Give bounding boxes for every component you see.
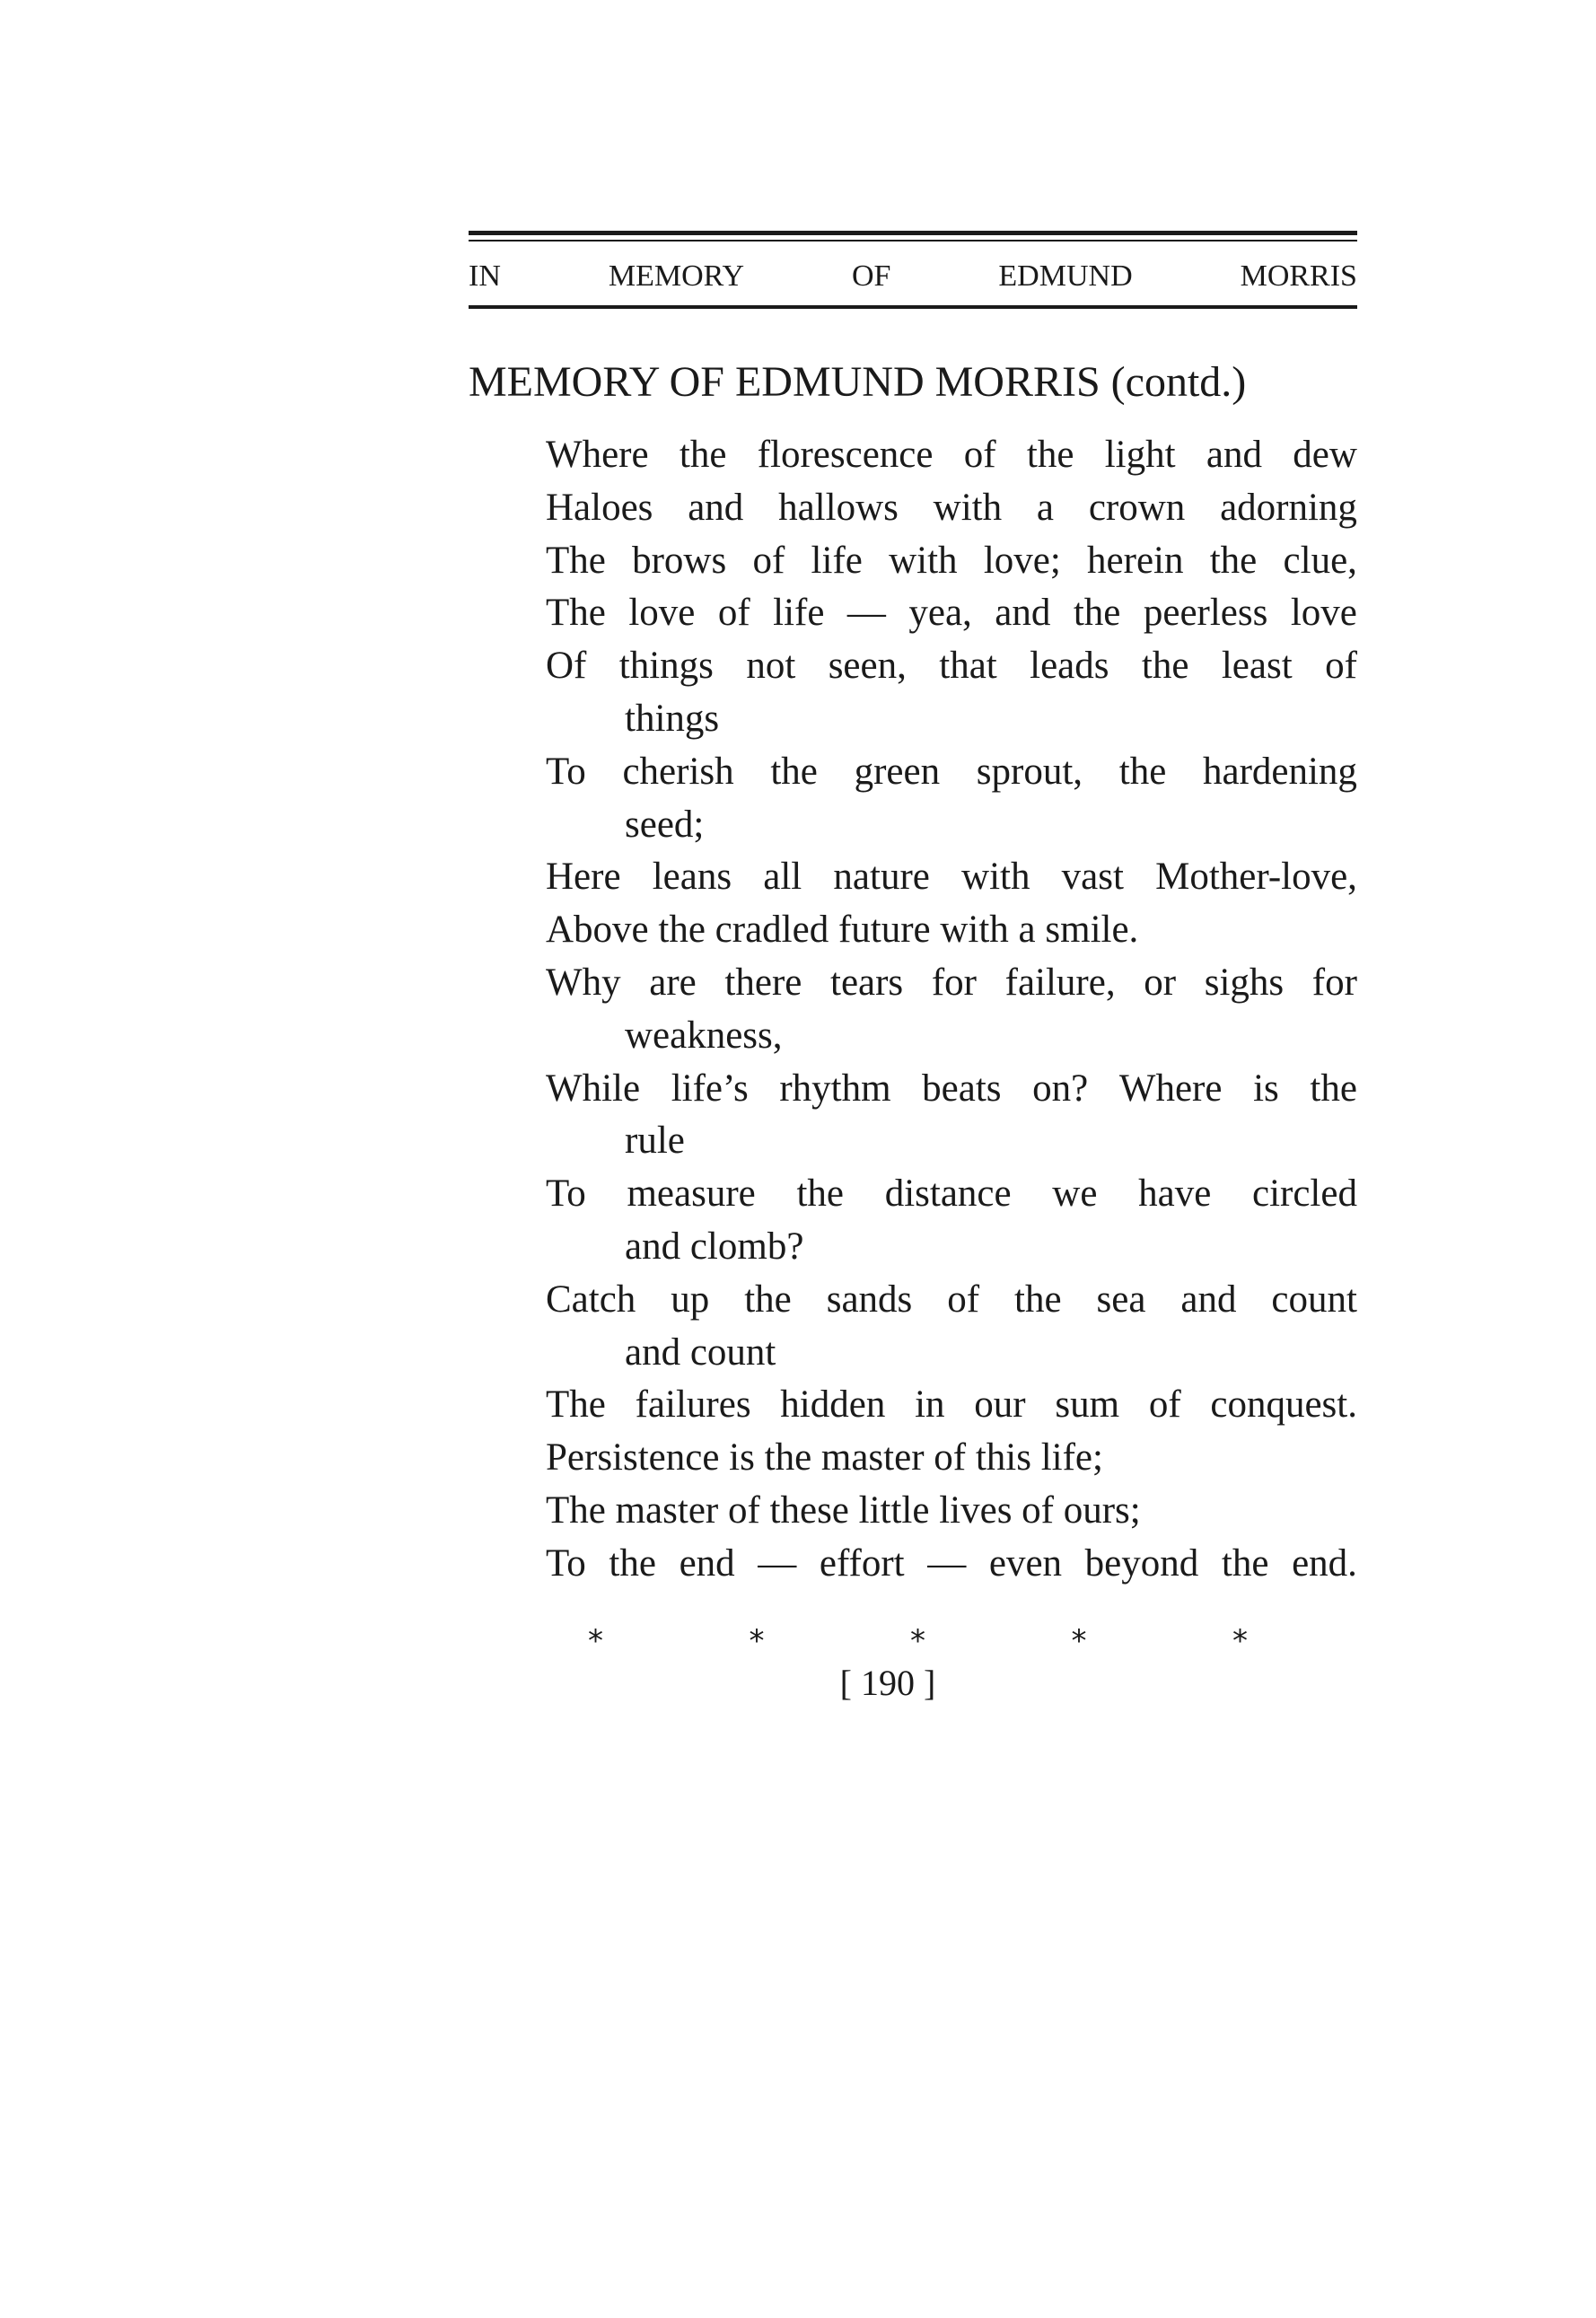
poem-line: The master of these little lives of ours; (546, 1488, 1141, 1532)
poem-word: circled (1252, 1172, 1357, 1216)
poem-word: sprout, (976, 750, 1083, 793)
poem-word: with (961, 856, 1030, 899)
poem-word: life (773, 592, 825, 635)
poem-word: vast (1061, 856, 1124, 899)
poem-word: and (1180, 1278, 1237, 1321)
poem-word: hallows (778, 486, 899, 529)
poem-word: effort (819, 1541, 905, 1585)
poem-word: and (995, 592, 1051, 635)
star-ornament: * (910, 1623, 925, 1659)
poem-word: we (1052, 1172, 1098, 1216)
header-rule-thin (469, 240, 1357, 241)
poem-word: love (628, 592, 696, 635)
running-head-word: MORRIS (1240, 259, 1357, 293)
poem-line-continuation: rule (625, 1119, 685, 1163)
poem-word: sands (826, 1278, 913, 1321)
poem-line (546, 640, 1357, 693)
poem-word: tears (830, 961, 904, 1004)
poem-word: or (1144, 961, 1177, 1004)
poem-word: sum (1055, 1383, 1120, 1427)
poem-word: love (1290, 592, 1357, 635)
poem-word: To (546, 1541, 586, 1585)
poem-word: sighs (1204, 961, 1285, 1004)
running-head-word: MEMORY (608, 259, 744, 293)
poem-word: the (1014, 1278, 1062, 1321)
poem-word: and (1206, 434, 1262, 476)
poem-word: conquest. (1210, 1383, 1357, 1427)
poem-word: end (679, 1541, 735, 1585)
poem-word: life (811, 539, 863, 582)
poem-word: peerless (1143, 592, 1268, 635)
poem-word: failures (635, 1383, 751, 1427)
poem-line (546, 587, 1357, 640)
star-ornament: * (1071, 1623, 1087, 1659)
poem-line (546, 535, 1357, 588)
poem-word: While (546, 1067, 641, 1110)
poem-word: of (947, 1278, 980, 1321)
poem-word: cherish (622, 750, 734, 793)
poem-word: — (846, 592, 886, 635)
poem-line-continuation: and clomb? (625, 1225, 804, 1268)
header-rule-bottom (469, 305, 1357, 309)
poem-word: light (1104, 434, 1176, 476)
poem-line-continuation: and count (625, 1330, 776, 1374)
poem-word: hidden (780, 1383, 886, 1427)
poem-word: of (963, 434, 996, 476)
poem-word: herein (1087, 539, 1184, 582)
star-ornament: * (588, 1623, 603, 1659)
poem-word: of (1148, 1383, 1181, 1427)
poem-word: Where (1118, 1067, 1223, 1110)
poem-body (546, 429, 1357, 1591)
poem-line (546, 851, 1357, 904)
poem-word: and (688, 486, 744, 529)
poem-word: Here (546, 856, 621, 899)
poem-word: of (752, 539, 785, 582)
poem-word: of (1325, 645, 1357, 688)
poem-word: To (546, 1172, 586, 1216)
poem-line (546, 482, 1357, 535)
poem-word: crown (1088, 486, 1186, 529)
poem-word: The (546, 1383, 606, 1427)
poem-word: nature (833, 856, 930, 899)
running-head-word: EDMUND (998, 259, 1133, 293)
poem-line (546, 1274, 1357, 1327)
poem-word: Catch (546, 1278, 636, 1321)
poem-word: that (939, 645, 997, 688)
section-break-stars (588, 1623, 1248, 1659)
poem-word: To (546, 750, 586, 793)
poem-word: life’s (671, 1067, 749, 1110)
poem-line (546, 1063, 1357, 1116)
poem-word: even (988, 1541, 1063, 1585)
poem-line-continuation: seed; (625, 803, 705, 846)
poem-word: there (724, 961, 802, 1004)
poem-word: are (649, 961, 697, 1004)
poem-line: Above the cradled future with a smile. (546, 909, 1139, 952)
poem-word: green (854, 750, 941, 793)
poem-word: for (931, 961, 977, 1004)
poem-word: end. (1292, 1541, 1357, 1585)
running-head (469, 255, 1357, 298)
poem-word: adorning (1220, 486, 1357, 529)
poem-word: measure (627, 1172, 756, 1216)
poem-word: rhythm (779, 1067, 891, 1110)
poem-word: — (758, 1541, 797, 1585)
poem-word: sea (1096, 1278, 1146, 1321)
poem-word: the (1073, 592, 1121, 635)
poem-word: the (1118, 750, 1167, 793)
poem-word: dew (1293, 434, 1357, 476)
poem-word: beats (922, 1067, 1002, 1110)
running-head-word: OF (851, 259, 891, 293)
poem-word: the (1209, 539, 1258, 582)
poem-word: least (1221, 645, 1293, 688)
poem-word: with (889, 539, 958, 582)
poem-word: with (933, 486, 1003, 529)
poem-line: Persistence is the master of this life; (546, 1436, 1103, 1479)
poem-word: have (1138, 1172, 1212, 1216)
poem-line (546, 1379, 1357, 1432)
poem-word: the (770, 750, 818, 793)
poem-word: Where (546, 434, 649, 476)
poem-word: Mother-love, (1155, 856, 1357, 899)
poem-word: clue, (1283, 539, 1357, 582)
poem-word: not (746, 645, 796, 688)
poem-word: hardening (1203, 750, 1357, 793)
poem-word: The (546, 592, 606, 635)
poem-line (546, 1168, 1357, 1221)
poem-word: the (1026, 434, 1074, 476)
poem-word: in (915, 1383, 945, 1427)
header-rule-thick (469, 231, 1357, 235)
page-number: [ 190 ] (839, 1663, 936, 1703)
poem-line (546, 957, 1357, 1010)
poem-word: count (1271, 1278, 1357, 1321)
poem-line-continuation: things (625, 697, 720, 740)
poem-word: Why (546, 961, 621, 1004)
star-ornament: * (749, 1623, 765, 1659)
poem-word: seen, (828, 645, 907, 688)
running-head-word: IN (469, 259, 501, 293)
poem-word: for (1311, 961, 1357, 1004)
poem-word: Haloes (546, 486, 653, 529)
poem-line (546, 1538, 1357, 1591)
poem-line-continuation: weakness, (625, 1014, 783, 1057)
poem-word: the (609, 1541, 656, 1585)
poem-word: brows (632, 539, 727, 582)
poem-word: failure, (1004, 961, 1116, 1004)
poem-word: Of (546, 645, 587, 688)
poem-word: the (679, 434, 727, 476)
poem-word: — (927, 1541, 967, 1585)
poem-word: the (744, 1278, 792, 1321)
poem-word: a (1036, 486, 1055, 529)
poem-word: the (796, 1172, 844, 1216)
poem-word: The (546, 539, 606, 582)
poem-word: the (1310, 1067, 1357, 1110)
poem-line (546, 429, 1357, 482)
poem-word: leans (652, 856, 732, 899)
section-title: MEMORY OF EDMUND MORRIS (contd.) (469, 358, 1247, 406)
poem-word: of (717, 592, 750, 635)
poem-word: the (1221, 1541, 1269, 1585)
poem-word: florescence (757, 434, 934, 476)
poem-word: on? (1032, 1067, 1089, 1110)
poem-word: up (671, 1278, 710, 1321)
poem-word: things (618, 645, 714, 688)
poem-word: beyond (1084, 1541, 1199, 1585)
star-ornament: * (1232, 1623, 1248, 1659)
poem-word: leads (1030, 645, 1109, 688)
poem-word: is (1253, 1067, 1279, 1110)
poem-line (546, 746, 1357, 799)
poem-word: yea, (908, 592, 972, 635)
poem-word: the (1141, 645, 1189, 688)
poem-word: our (974, 1383, 1026, 1427)
poem-word: love; (983, 539, 1061, 582)
poem-word: distance (884, 1172, 1012, 1216)
poem-word: all (763, 856, 802, 899)
